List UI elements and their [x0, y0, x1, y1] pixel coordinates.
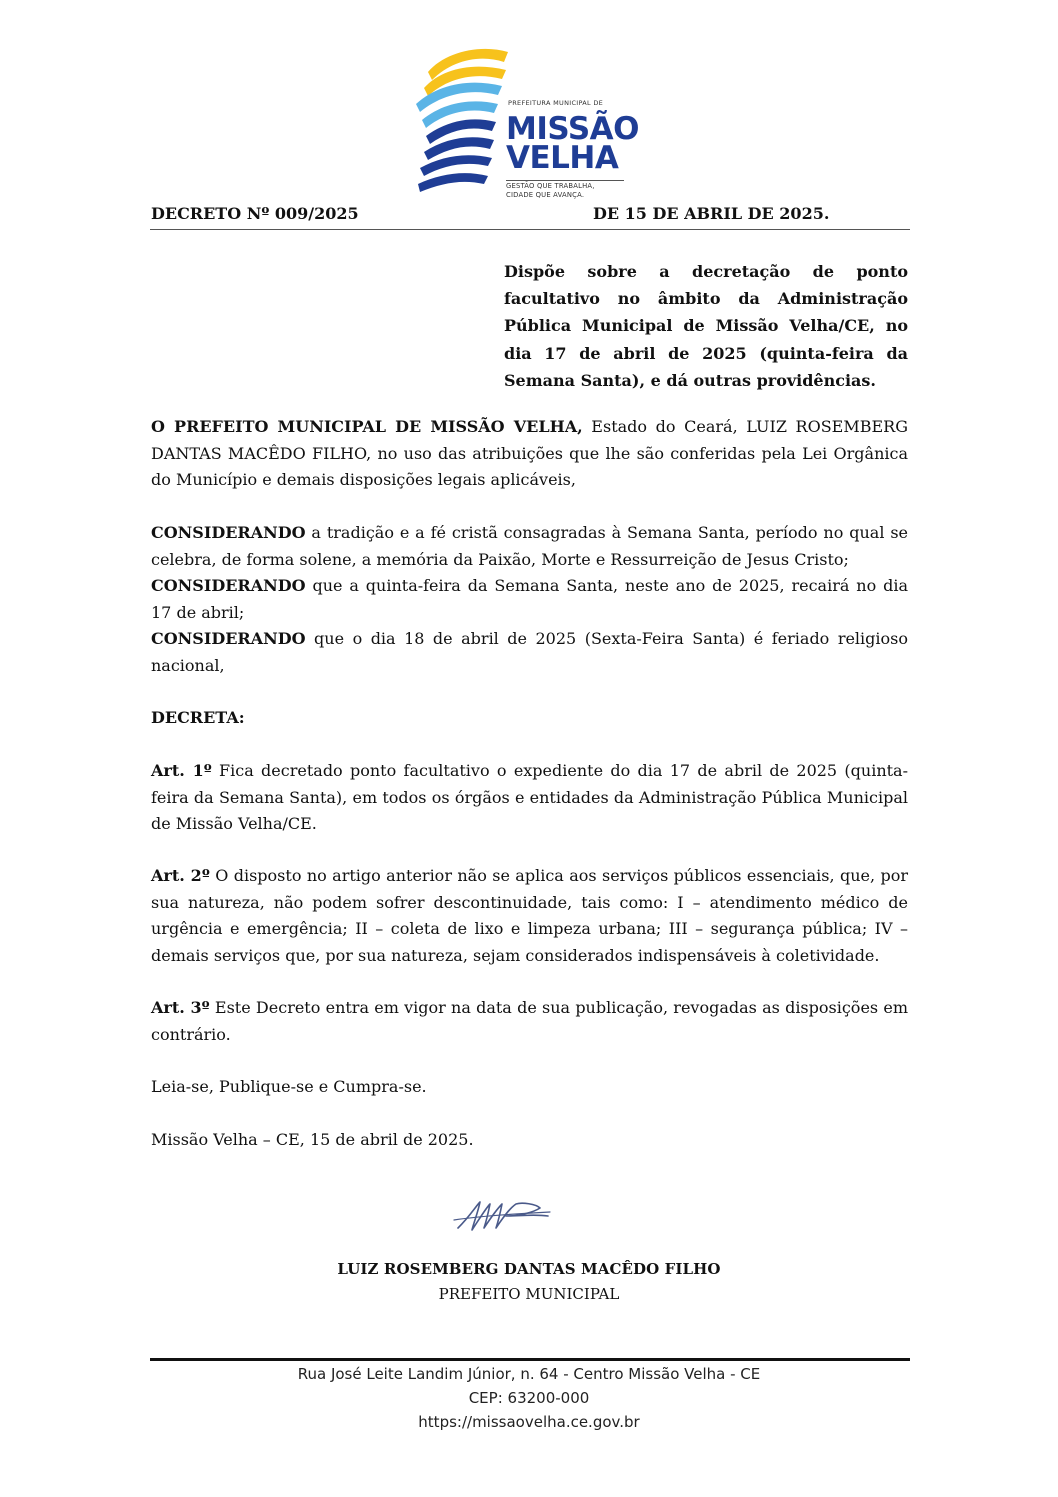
- closing-formula: Leia-se, Publique-se e Cumpra-se.: [151, 1077, 427, 1096]
- decree-date: DE 15 DE ABRIL DE 2025.: [593, 204, 830, 223]
- preamble-bold: O PREFEITO MUNICIPAL DE MISSÃO VELHA,: [151, 417, 583, 436]
- considerando-text: a tradição e a fé cristã consagradas à Semana Santa, período no qual se celebra, de forma solene, a memória da Paixão, Morte e Ressurreição de Jesus Cristo;: [151, 523, 908, 569]
- logo-wordmark-line1: MISSÃO: [506, 111, 639, 147]
- considerando-keyword: CONSIDERANDO: [151, 629, 306, 648]
- considerando-1: [151, 520, 908, 573]
- municipality-logo: [410, 44, 650, 199]
- article-3: [151, 995, 908, 1048]
- article-text: Este Decreto entra em vigor na data de sua publicação, revogadas as disposições em contrário.: [151, 998, 908, 1044]
- article-label: Art. 2º: [151, 866, 210, 885]
- signatory-name: LUIZ ROSEMBERG DANTAS MACÊDO FILHO: [337, 1260, 721, 1278]
- article-1: [151, 758, 908, 838]
- decree-number: DECRETO Nº 009/2025: [151, 204, 359, 223]
- logo-divider: [506, 180, 624, 181]
- waves-emblem-icon: [410, 44, 510, 196]
- footer-cep: CEP: 63200-000: [468, 1389, 590, 1407]
- handwritten-signature-icon: [450, 1190, 560, 1240]
- preamble-text: Estado do Ceará, LUIZ ROSEMBERG DANTAS MACÊDO FILHO, no uso das atribuições que lhe são conferidas pela Lei Orgânica do Município e demais disposições legais aplicáveis,: [151, 417, 909, 489]
- logo-tagline-2: CIDADE QUE AVANÇA.: [506, 191, 585, 199]
- decreta-heading: DECRETA:: [151, 708, 245, 727]
- considerando-2: [151, 573, 908, 626]
- article-text: O disposto no artigo anterior não se aplica aos serviços públicos essenciais, que, por sua natureza, não podem sofrer descontinuidade, tais como: I – atendimento médico de urgência e emergência; II – coleta de lixo e limpeza urbana; III – segurança pública; IV – demais serviços que, por sua natureza, sejam considerados indispensáveis à coletividade.: [151, 866, 908, 965]
- preamble: [151, 414, 908, 494]
- ementa: Dispõe sobre a decretação de ponto facultativo no âmbito da Administração Pública Municipal de Missão Velha/CE, no dia 17 de abril de 2025 (quinta-feira da Semana Santa), e dá outras providências.: [504, 262, 908, 390]
- article-text: Fica decretado ponto facultativo o expediente do dia 17 de abril de 2025 (quinta-feira da Semana Santa), em todos os órgãos e entidades da Administração Pública Municipal de Missão Velha/CE.: [151, 761, 909, 833]
- logo-prefeitura-text: PREFEITURA MUNICIPAL DE: [508, 99, 604, 107]
- article-label: Art. 1º: [151, 761, 212, 780]
- header-divider: [150, 229, 910, 230]
- article-label: Art. 3º: [151, 998, 210, 1017]
- considerando-text: que a quinta-feira da Semana Santa, neste ano de 2025, recairá no dia 17 de abril;: [151, 576, 908, 622]
- logo-wordmark-line2: VELHA: [506, 140, 619, 176]
- considerando-text: que o dia 18 de abril de 2025 (Sexta-Feira Santa) é feriado religioso nacional,: [151, 629, 908, 675]
- logo-tagline-1: GESTÃO QUE TRABALHA,: [506, 182, 595, 190]
- footer-url: https://missaovelha.ce.gov.br: [418, 1413, 640, 1431]
- article-2: [151, 863, 908, 969]
- footer-address: Rua José Leite Landim Júnior, n. 64 - Centro Missão Velha - CE: [297, 1365, 761, 1383]
- footer-divider: [150, 1358, 910, 1361]
- considerando-keyword: CONSIDERANDO: [151, 576, 306, 595]
- signatory-role: PREFEITO MUNICIPAL: [438, 1285, 620, 1303]
- considerando-3: [151, 626, 908, 679]
- considerando-keyword: CONSIDERANDO: [151, 523, 306, 542]
- place-and-date: Missão Velha – CE, 15 de abril de 2025.: [151, 1130, 474, 1149]
